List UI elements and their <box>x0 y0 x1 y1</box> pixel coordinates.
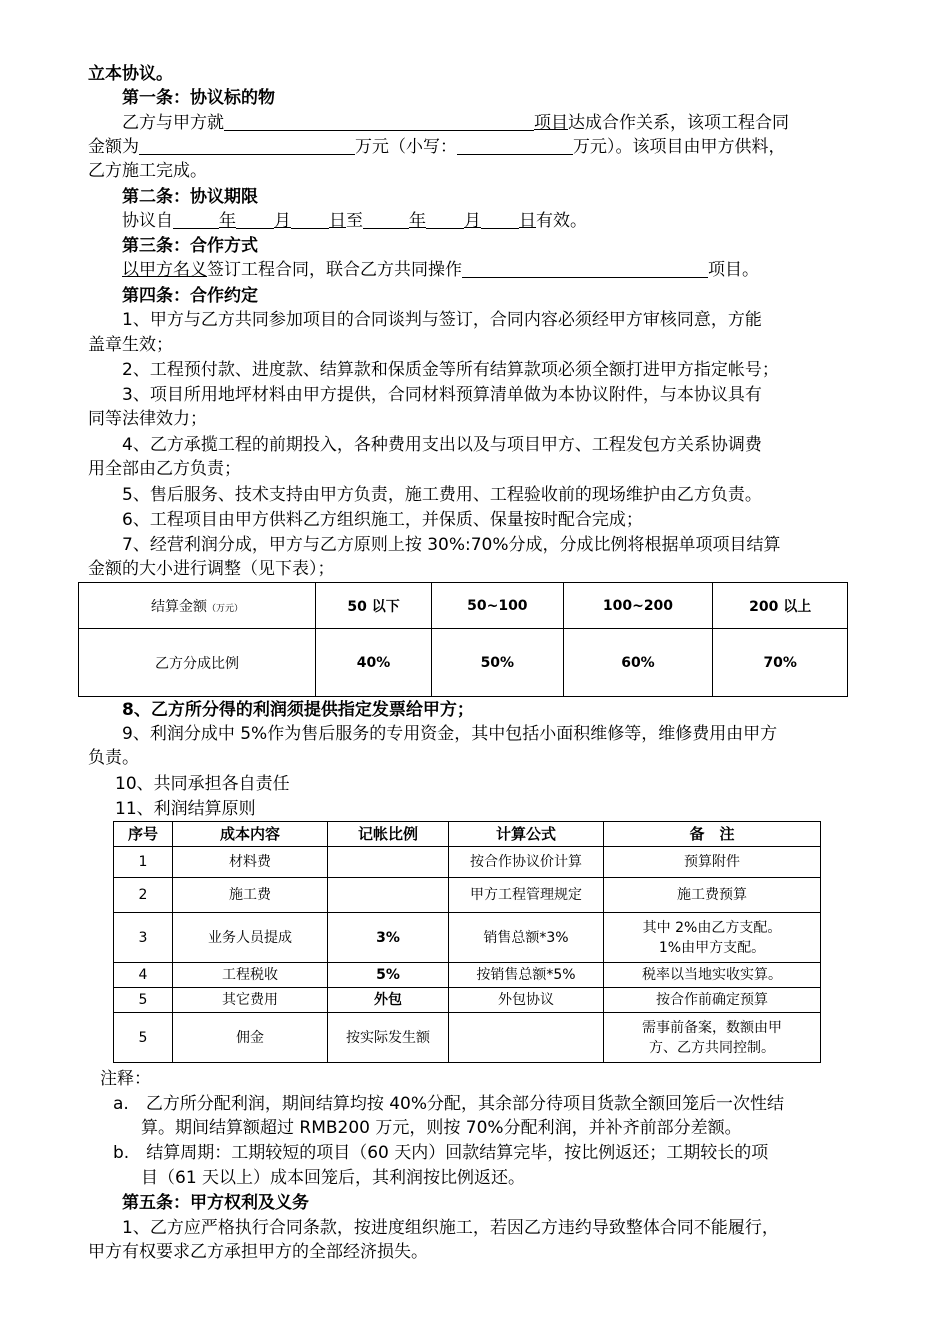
article-1-line-2 <box>88 135 786 159</box>
table-cell <box>604 1013 821 1063</box>
table-cell: 业务人员提成 <box>173 913 328 963</box>
table-cell: 按合作前确定预算 <box>604 988 821 1013</box>
table-cell: 3 <box>114 913 173 963</box>
table-header-cell: 序号 <box>114 822 173 847</box>
text-segment: 日 <box>519 211 536 231</box>
table-cell: 其它费用 <box>173 988 328 1013</box>
table-cell: 4 <box>114 963 173 988</box>
table-cell <box>604 913 821 963</box>
cost-settlement-table <box>113 821 821 1063</box>
article-4-item-8: 8、乙方所分得的利润须提供指定发票给甲方； <box>122 700 474 720</box>
table-cell: 1 <box>114 847 173 878</box>
text-segment: 月 <box>274 211 291 231</box>
blank-field-amount <box>139 136 355 155</box>
text-segment: 项目。 <box>708 260 759 280</box>
table-cell: 预算附件 <box>604 847 821 878</box>
table-row <box>114 913 821 963</box>
table-cell: 50% <box>432 629 563 697</box>
table-cell: 70% <box>713 629 848 697</box>
table-row <box>114 847 821 878</box>
article-5-title: 第五条：甲方权利及义务 <box>122 1193 309 1213</box>
cell-line: 方、乙方共同控制。 <box>649 1039 775 1056</box>
text-segment: 以甲方名义 <box>122 260 207 280</box>
text-segment: 万元（小写： <box>355 137 457 157</box>
table-cell: 乙方分成比例 <box>79 629 316 697</box>
table-cell: 200 以上 <box>713 583 848 629</box>
notes-title: 注释： <box>100 1069 151 1089</box>
blank-field-month <box>236 210 274 229</box>
text-segment: 万元）。该项目由甲方供料， <box>573 137 786 157</box>
text-segment: 有效。 <box>536 211 587 231</box>
table-cell: 2 <box>114 878 173 913</box>
table-header-row <box>114 822 821 847</box>
table-cell: 100~200 <box>563 583 713 629</box>
cell-line: 1%由甲方支配。 <box>658 939 766 956</box>
article-4-title: 第四条：合作约定 <box>122 286 258 306</box>
blank-field-project <box>224 112 534 131</box>
article-4-item-4-cont: 用全部由乙方负责； <box>88 459 241 479</box>
note-b-line-1: b. 结算周期：工期较短的项目（60 天内）回款结算完毕，按比例返还；工期较长的项 <box>113 1143 769 1163</box>
table-cell: 5% <box>328 963 449 988</box>
table-cell: 50~100 <box>432 583 563 629</box>
table-cell: 按合作协议价计算 <box>449 847 604 878</box>
article-3-title: 第三条：合作方式 <box>122 236 258 256</box>
text-segment: 至 <box>346 211 363 231</box>
table-cell: 材料费 <box>173 847 328 878</box>
article-4-item-9-cont: 负责。 <box>88 748 139 768</box>
article-1-title: 第一条：协议标的物 <box>122 88 275 108</box>
table-cell: 按销售总额*5% <box>449 963 604 988</box>
table-cell: 5 <box>114 988 173 1013</box>
blank-field-year <box>363 210 409 229</box>
table-cell: 外包协议 <box>449 988 604 1013</box>
note-b-line-2: 目（61 天以上）成本回笼后，其利润按比例返还。 <box>141 1168 526 1188</box>
cell-unit: （万元） <box>206 603 243 614</box>
intro-text: 立本协议。 <box>88 64 173 84</box>
text-segment: 年 <box>409 211 426 231</box>
text-segment: 签订工程合同，联合乙方共同操作 <box>207 260 462 280</box>
article-4-item-1-cont: 盖章生效； <box>88 335 173 355</box>
table-cell <box>449 1013 604 1063</box>
table-row <box>114 878 821 913</box>
article-4-item-11: 11、利润结算原则 <box>115 799 256 819</box>
blank-field-day <box>481 210 519 229</box>
text-segment: 月 <box>464 211 481 231</box>
article-4-item-10: 10、共同承担各自责任 <box>115 774 290 794</box>
table-header-cell: 记帐比例 <box>328 822 449 847</box>
article-4-item-3-cont: 同等法律效力； <box>88 409 207 429</box>
article-1-line-3: 乙方施工完成。 <box>88 161 207 181</box>
table-header-cell: 成本内容 <box>173 822 328 847</box>
text-segment: 协议自 <box>122 211 173 231</box>
table-cell: 甲方工程管理规定 <box>449 878 604 913</box>
profit-ratio-table <box>78 582 848 697</box>
note-a-line-2: 算。期间结算额超过 RMB200 万元，则按 70%分配利润，并补齐前部分差额。 <box>141 1118 742 1138</box>
table-row <box>79 629 848 697</box>
table-cell: 税率以当地实收实算。 <box>604 963 821 988</box>
text-segment: 项目 <box>534 113 568 133</box>
table-cell: 按实际发生额 <box>328 1013 449 1063</box>
article-2-title: 第二条：协议期限 <box>122 187 258 207</box>
table-cell: 60% <box>563 629 713 697</box>
article-4-item-7: 7、经营利润分成，甲方与乙方原则上按 30%:70%分成，分成比例将根据单项项目结算 <box>122 535 781 555</box>
article-4-item-7-cont: 金额的大小进行调整（见下表）； <box>88 559 335 579</box>
blank-field-month <box>426 210 464 229</box>
table-cell: 施工费 <box>173 878 328 913</box>
table-cell <box>328 878 449 913</box>
table-cell <box>79 583 316 629</box>
article-4-item-4: 4、乙方承揽工程的前期投入，各种费用支出以及与项目甲方、工程发包方关系协调费 <box>122 435 762 455</box>
table-cell: 3% <box>328 913 449 963</box>
article-4-item-6: 6、工程项目由甲方供料乙方组织施工，并保质、保量按时配合完成； <box>122 510 643 530</box>
article-3-line <box>122 258 759 282</box>
text-segment: 乙方与甲方就 <box>122 113 224 133</box>
blank-field-year <box>173 210 219 229</box>
table-cell: 5 <box>114 1013 173 1063</box>
article-1-line-1 <box>122 111 789 135</box>
table-row <box>114 988 821 1013</box>
table-cell: 工程税收 <box>173 963 328 988</box>
table-cell <box>328 847 449 878</box>
table-row <box>114 963 821 988</box>
cell-text: 结算金额 <box>150 598 207 615</box>
table-cell: 40% <box>316 629 432 697</box>
text-segment: 年 <box>219 211 236 231</box>
article-4-item-1: 1、甲方与乙方共同参加项目的合同谈判与签订，合同内容必须经甲方审核同意，方能 <box>122 310 762 330</box>
note-a-line-1: a. 乙方所分配利润，期间结算均按 40%分配，其余部分待项目货款全额回笼后一次性结 <box>113 1094 785 1114</box>
text-segment: 日 <box>329 211 346 231</box>
blank-field-amount-digits <box>457 136 573 155</box>
article-4-item-3: 3、项目所用地坪材料由甲方提供，合同材料预算清单做为本协议附件，与本协议具有 <box>122 385 762 405</box>
table-header-cell: 计算公式 <box>449 822 604 847</box>
cell-line: 其中 2%由乙方支配。 <box>642 919 782 936</box>
article-4-item-5: 5、售后服务、技术支持由甲方负责，施工费用、工程验收前的现场维护由乙方负责。 <box>122 485 762 505</box>
article-4-item-2: 2、工程预付款、进度款、结算款和保质金等所有结算款项必须全额打进甲方指定帐号； <box>122 360 779 380</box>
table-cell: 外包 <box>328 988 449 1013</box>
table-header-cell: 备 注 <box>604 822 821 847</box>
table-cell: 销售总额*3% <box>449 913 604 963</box>
article-5-item-1: 1、乙方应严格执行合同条款，按进度组织施工，若因乙方违约导致整体合同不能履行， <box>122 1218 779 1238</box>
text-segment: 达成合作关系，该项工程合同 <box>568 113 789 133</box>
table-row <box>79 583 848 629</box>
article-2-line <box>122 209 587 233</box>
table-cell: 施工费预算 <box>604 878 821 913</box>
cell-line: 需事前备案，数额由甲 <box>642 1019 782 1036</box>
blank-field-project <box>462 259 708 278</box>
blank-field-day <box>291 210 329 229</box>
table-cell: 佣金 <box>173 1013 328 1063</box>
article-5-item-1-cont: 甲方有权要求乙方承担甲方的全部经济损失。 <box>88 1242 428 1262</box>
table-row <box>114 1013 821 1063</box>
table-cell: 50 以下 <box>316 583 432 629</box>
text-segment: 金额为 <box>88 137 139 157</box>
article-4-item-9: 9、利润分成中 5%作为售后服务的专用资金，其中包括小面积维修等，维修费用由甲方 <box>122 724 778 744</box>
